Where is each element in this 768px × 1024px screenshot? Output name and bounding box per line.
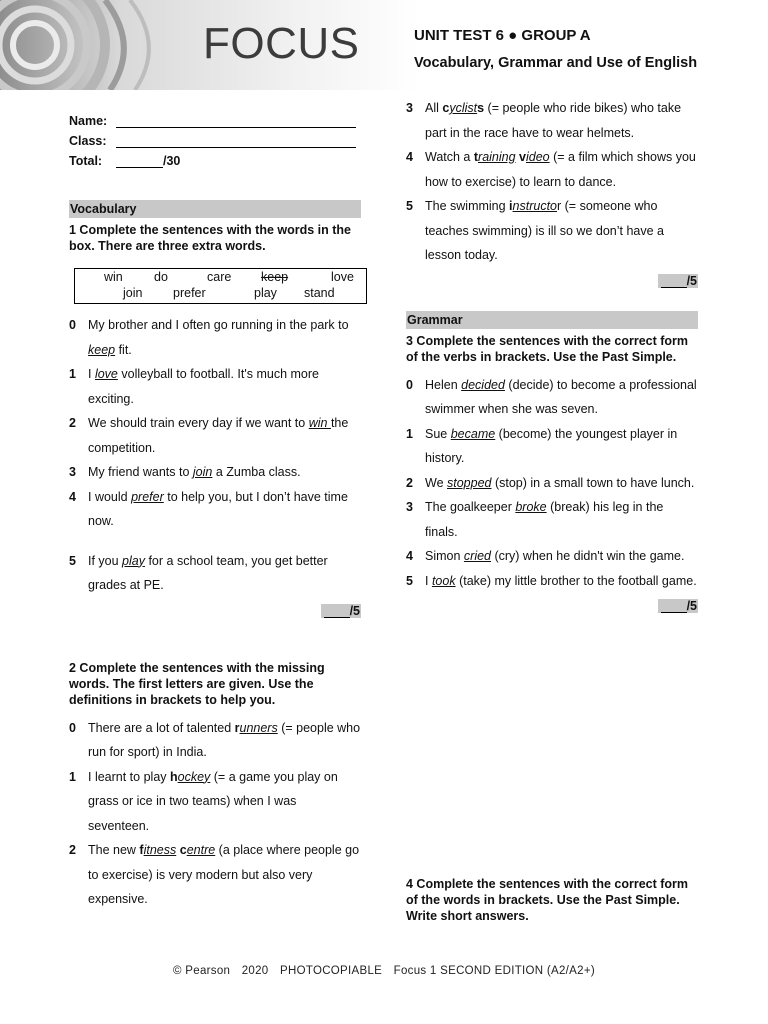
item-text-part: Simon — [425, 549, 464, 563]
right-column — [406, 96, 698, 923]
item-number: 3 — [406, 500, 413, 514]
word-box-word-crossed: keep — [261, 270, 289, 284]
item-text — [425, 495, 698, 544]
list-item — [406, 422, 698, 471]
item-text — [425, 471, 698, 496]
footer-year: 2020 — [241, 965, 269, 977]
vocabulary-heading: Vocabulary — [69, 200, 361, 218]
brand-logo-text: FOCUS — [203, 19, 360, 68]
item-text — [425, 145, 698, 194]
item-number: 1 — [69, 769, 76, 784]
unit-title: UNIT TEST 6 ● GROUP A — [414, 27, 591, 44]
item-text-part: I would — [88, 489, 132, 504]
word-box-word: join — [123, 286, 143, 300]
item-text-part: a Zumba class. — [212, 465, 301, 479]
item-number: 4 — [69, 489, 76, 504]
list-item — [69, 411, 361, 460]
item-number: 5 — [406, 573, 413, 588]
item-text — [88, 838, 361, 912]
item-number: 3 — [69, 465, 76, 479]
exercise-1-items — [69, 313, 361, 598]
exercise-2-score — [406, 274, 698, 288]
item-number: 4 — [406, 549, 413, 563]
list-item — [69, 362, 361, 411]
footer-photocopiable: PHOTOCOPIABLE — [280, 965, 383, 977]
list-item — [406, 544, 698, 569]
list-item — [69, 838, 361, 912]
list-item — [69, 716, 361, 765]
answer: stopped — [447, 475, 492, 490]
item-text-part: the competition. — [88, 416, 349, 455]
item-number: 4 — [406, 150, 413, 164]
list-item — [406, 145, 698, 194]
word-box — [74, 268, 367, 304]
item-text-part: (= a game you play on grass or ice in two teams) when I was seventeen. — [88, 769, 338, 833]
list-item — [69, 313, 361, 362]
list-item — [406, 373, 698, 422]
word-box-word: prefer — [173, 286, 206, 300]
item-text-part: (decide) to become a professional swimmer when she was seven. — [425, 377, 697, 416]
exercise-2-items-left — [69, 716, 361, 912]
list-item — [406, 96, 698, 145]
item-number: 3 — [406, 101, 413, 115]
item-text — [88, 362, 361, 411]
item-text — [425, 96, 698, 145]
item-text-part: (= someone who teaches swimming) is ill so we don’t have a lesson today. — [425, 199, 664, 262]
score-max: /5 — [686, 599, 697, 613]
item-number: 2 — [69, 416, 76, 430]
answer: took — [431, 573, 456, 588]
exercise-2-instruction: 2 Complete the sentences with the missing words. The first letters are given. Use the definitions in brackets to help you. — [69, 660, 325, 707]
first-letter: v — [519, 150, 526, 164]
item-text-part: volleyball to football. It's much more exciting. — [88, 367, 319, 406]
item-text — [88, 549, 361, 598]
word-box-word: do — [154, 270, 168, 284]
answer: became — [450, 426, 496, 441]
answer: entre — [186, 843, 216, 857]
exercise-4-instruction: 4 Complete the sentences with the correct form of the words in brackets. Use the Past Simple. Write short answers. — [406, 877, 689, 923]
item-text-part: (break) his leg in the finals. — [425, 500, 664, 539]
class-field[interactable] — [116, 135, 356, 148]
item-text-part: My friend wants to — [88, 465, 193, 479]
word-box-word: play — [254, 286, 277, 300]
item-text-part: to help you, but I don’t have time now. — [88, 489, 348, 528]
item-text — [425, 194, 698, 268]
last-letter: s — [477, 101, 485, 115]
item-text — [88, 716, 361, 765]
item-number: 0 — [69, 720, 76, 735]
item-text — [88, 460, 361, 485]
list-item — [406, 194, 698, 268]
answer: ockey — [177, 769, 211, 784]
item-text-part: (a place where people go to exercise) is very modern but also very expensive. — [88, 843, 360, 906]
word-box-word: win — [104, 270, 123, 284]
item-text-part: r — [557, 199, 562, 213]
answer: win — [308, 416, 331, 430]
list-item — [406, 495, 698, 544]
class-row — [69, 128, 361, 148]
item-text-part: We should train every day if we want to — [88, 416, 309, 430]
footer-copyright: © Pearson — [173, 965, 231, 977]
item-text-part: I — [425, 573, 432, 588]
answer: love — [94, 367, 118, 381]
answer: prefer — [131, 489, 164, 504]
item-text-part: (stop) in a small town to have lunch. — [491, 475, 695, 490]
name-field[interactable] — [116, 115, 356, 128]
item-text — [425, 373, 698, 422]
item-number: 2 — [406, 475, 413, 490]
list-item — [406, 569, 698, 594]
score-blank[interactable] — [661, 602, 687, 613]
total-label: Total: — [69, 154, 103, 168]
answer: unners — [239, 720, 278, 735]
score-blank[interactable] — [324, 607, 350, 618]
word-box-word: love — [331, 270, 354, 284]
grammar-heading: Grammar — [406, 311, 698, 329]
item-text-part: If you — [88, 553, 123, 568]
word-box-word: care — [207, 270, 232, 284]
item-text-part: (= people who ride bikes) who take part in the race have to wear helmets. — [425, 101, 682, 140]
item-text-part: (cry) when he didn't win the game. — [491, 549, 685, 563]
answer: decided — [461, 377, 505, 392]
unit-subtitle: Vocabulary, Grammar and Use of English — [414, 55, 698, 71]
page-footer — [0, 965, 768, 977]
item-number: 2 — [69, 843, 76, 857]
item-text-part: The goalkeeper — [425, 500, 516, 514]
first-letter: r — [234, 720, 240, 735]
item-text-part: All — [425, 101, 443, 115]
item-text-part: (= a film which shows you how to exercise) to learn to dance. — [425, 150, 696, 189]
item-number: 5 — [406, 199, 413, 213]
exercise-3-items — [406, 373, 698, 594]
item-text — [88, 485, 361, 534]
item-number: 1 — [406, 426, 413, 441]
word-box-word: stand — [304, 286, 335, 300]
item-number: 5 — [69, 553, 76, 568]
answer: raining — [478, 150, 516, 164]
answer: nstructo — [512, 199, 557, 213]
footer-edition: Focus 1 SECOND EDITION (A2/A2+) — [393, 965, 595, 977]
item-text-part: There are a lot of talented — [88, 720, 235, 735]
item-text-part: The swimming — [425, 199, 510, 213]
name-label: Name: — [69, 114, 108, 128]
focus-logo-swirl-icon — [0, 0, 200, 90]
item-text-part: I — [88, 367, 95, 381]
list-item — [406, 471, 698, 496]
item-text — [88, 313, 361, 362]
item-text-part: We — [425, 475, 447, 490]
first-letter: c — [442, 101, 450, 115]
answer: join — [192, 465, 213, 479]
answer: play — [122, 553, 145, 568]
answer: cried — [463, 549, 491, 563]
item-text — [425, 422, 698, 471]
item-text-part: fit. — [115, 342, 132, 357]
list-item — [69, 485, 361, 534]
score-max: /5 — [349, 603, 360, 618]
item-number: 0 — [406, 377, 413, 392]
left-column — [69, 108, 361, 912]
first-letter: f — [139, 843, 144, 857]
first-letter: c — [179, 843, 187, 857]
score-max: /5 — [686, 273, 697, 288]
item-number: 1 — [69, 367, 76, 381]
total-value: /30 — [163, 154, 181, 168]
class-label: Class: — [69, 134, 107, 148]
item-text-part: My brother and I often go running in the park to — [88, 318, 349, 332]
item-text-part: (become) the youngest player in history. — [425, 426, 678, 465]
list-item — [69, 549, 361, 598]
exercise-3-instruction: 3 Complete the sentences with the correct form of the verbs in brackets. Use the Past Simple. — [406, 333, 689, 364]
item-text-part: Watch a — [425, 150, 474, 164]
page-header — [0, 0, 768, 90]
item-text-part: (take) my little brother to the football game. — [455, 573, 697, 588]
list-item — [69, 460, 361, 485]
exercise-1-instruction: 1 Complete the sentences with the words in the box. There are three extra words. — [69, 223, 351, 253]
item-text — [88, 765, 361, 839]
exercise-1-score — [69, 604, 361, 618]
list-item — [69, 765, 361, 839]
exercise-2-items-right — [406, 96, 698, 268]
first-letter: i — [509, 199, 513, 213]
total-row — [69, 148, 361, 168]
item-text — [88, 411, 361, 460]
answer: ideo — [526, 150, 550, 164]
score-blank[interactable] — [661, 277, 687, 288]
answer: itness — [143, 843, 177, 857]
item-text — [425, 569, 698, 594]
name-row — [69, 108, 361, 128]
exercise-3-score — [406, 599, 698, 613]
total-field[interactable] — [116, 155, 163, 168]
item-text-part: (= people who run for sport) in India. — [88, 720, 361, 759]
item-text-part: Sue — [425, 426, 451, 441]
first-letter: t — [473, 150, 479, 164]
first-letter: h — [170, 769, 178, 784]
item-text-part: The new — [88, 843, 140, 857]
item-number: 0 — [69, 318, 76, 332]
item-text — [425, 544, 698, 569]
item-text-part: I learnt to play — [88, 769, 170, 784]
answer: keep — [88, 342, 116, 357]
answer: broke — [515, 500, 547, 514]
answer: yclist — [449, 101, 478, 115]
item-text-part: Helen — [425, 377, 462, 392]
item-text-part: for a school team, you get better grades at PE. — [88, 553, 328, 592]
